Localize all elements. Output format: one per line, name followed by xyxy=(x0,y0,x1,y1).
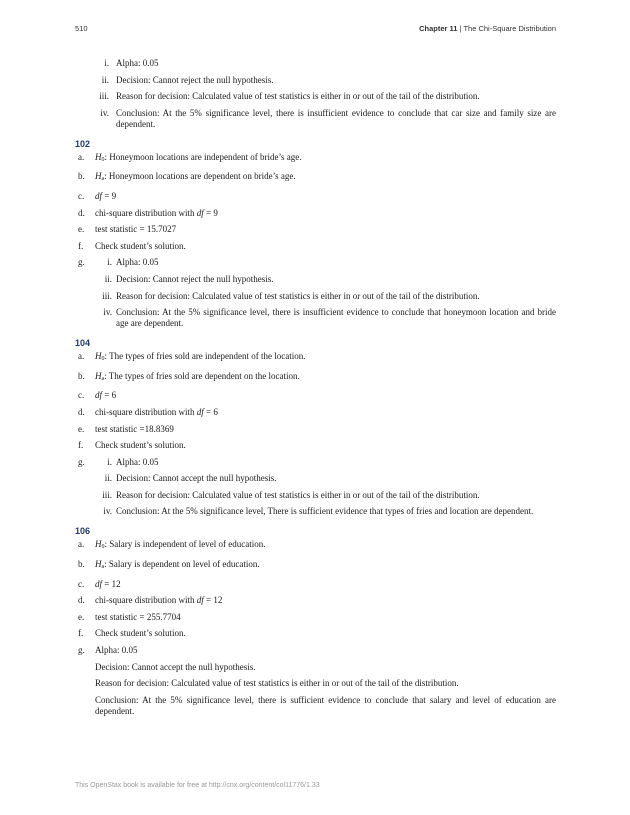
solution-104 xyxy=(75,351,556,517)
list-item: g. i. Alpha: 0.05 ii. Decision: Cannot accept the null hypothesis. iii. Reason for decision: Calculated value of test statistics is either in or out of the tail of the distribution. iv. Conclusion: At the 5% significance level, There is sufficient evidence that types of fries and location are dependent. xyxy=(75,457,556,518)
list-item: i. Alpha: 0.05 xyxy=(104,58,159,68)
problem-number-106: 106 xyxy=(75,526,91,537)
solution-102 xyxy=(75,152,556,329)
nested-roman-list xyxy=(75,257,556,329)
list-item: e. test statistic =18.8369 xyxy=(78,423,174,434)
running-head xyxy=(419,24,556,33)
list-item: g. Alpha: 0.05 xyxy=(78,645,138,656)
list-item: iv. Conclusion: At the 5% significance level, There is sufficient evidence that types of fries and location are dependent. xyxy=(103,506,534,517)
list-item: c. df = 6 xyxy=(78,390,117,401)
continuation-paragraph: Reason for decision: Calculated value of test statistics is either in or out of the tail of the distribution. xyxy=(95,678,459,689)
list-item: ii. Decision: Cannot accept the null hypothesis. xyxy=(104,473,277,484)
list-item: ii. Decision: Cannot reject the null hypothesis. xyxy=(104,273,274,284)
solutions-content xyxy=(75,58,556,722)
continuation-paragraph: Conclusion: At the 5% significance level, there is sufficient evidence to conclude that salary and level of education are dependent. xyxy=(95,694,556,716)
list-item: iv. Conclusion: At the 5% significance level, there is insufficient evidence to conclude that car size and family size are dependent. xyxy=(100,107,556,129)
list-item: iv. Conclusion: At the 5% significance level, there is insufficient evidence to conclude that honeymoon location and bride age are dependent. xyxy=(103,307,556,329)
list-item: c. df = 12 xyxy=(78,578,121,589)
list-item: c. df = 9 xyxy=(78,190,117,201)
continuation-paragraph: Decision: Cannot accept the null hypothesis. xyxy=(95,661,256,672)
list-item: a. $H_0$: The types of fries sold are independent of the location. xyxy=(78,351,306,363)
list-item: iii. Reason for decision: Calculated value of test statistics is either in or out of the tail of the distribution. xyxy=(102,290,480,301)
list-item: e. test statistic = 15.7027 xyxy=(78,224,177,235)
solution-106 xyxy=(75,539,556,716)
list-item: b. $H_a$: Honeymoon locations are dependent on bride’s age. xyxy=(78,171,296,183)
problem-number-104: 104 xyxy=(75,338,91,349)
list-item: b. $H_a$: The types of fries sold are dependent on the location. xyxy=(78,370,300,382)
running-head-separator: | xyxy=(457,24,464,33)
list-item: b. $H_a$: Salary is dependent on level of education. xyxy=(78,559,260,571)
list-item: a. $H_0$: Salary is independent of level of education. xyxy=(78,539,266,551)
problem-number-102: 102 xyxy=(75,138,91,149)
list-item: a. $H_0$: Honeymoon locations are independent of bride’s age. xyxy=(78,151,302,163)
page-number: 510 xyxy=(75,24,88,33)
list-item: ii. Decision: Cannot reject the null hypothesis. xyxy=(101,74,274,85)
nested-roman-list xyxy=(75,457,556,518)
list-item: f. Check student’s solution. xyxy=(78,240,186,251)
list-item: d. chi-square distribution with df = 6 xyxy=(78,406,218,417)
page-footer: This OpenStax book is available for free at http://cnx.org/content/col11776/1.33 xyxy=(75,782,320,789)
list-item: i. Alpha: 0.05 xyxy=(107,257,159,268)
continued-roman-list xyxy=(75,58,556,130)
list-item: e. test statistic = 255.7704 xyxy=(78,611,181,622)
list-item: d. chi-square distribution with df = 12 xyxy=(78,595,223,606)
chapter-title: The Chi-Square Distribution xyxy=(463,24,556,33)
list-item: iii. Reason for decision: Calculated value of test statistics is either in or out of the tail of the distribution. xyxy=(99,91,480,102)
list-item: iii. Reason for decision: Calculated value of test statistics is either in or out of the tail of the distribution. xyxy=(102,489,480,500)
chapter-label: Chapter 11 xyxy=(419,24,458,33)
list-item: i. Alpha: 0.05 xyxy=(107,456,159,467)
list-item: f. Check student’s solution. xyxy=(78,628,186,639)
page-header xyxy=(75,24,556,36)
list-item: d. chi-square distribution with df = 9 xyxy=(78,207,218,218)
list-item: f. Check student’s solution. xyxy=(78,440,186,451)
list-item: g. i. Alpha: 0.05 ii. Decision: Cannot reject the null hypothesis. iii. Reason for decision: Calculated value of test statistics is either in or out of the tail of the distribution. iv. Conclusion: At the 5% significance level, there is insufficient evidence to conclude that honeymoon location and bride age are dependent. xyxy=(75,257,556,329)
